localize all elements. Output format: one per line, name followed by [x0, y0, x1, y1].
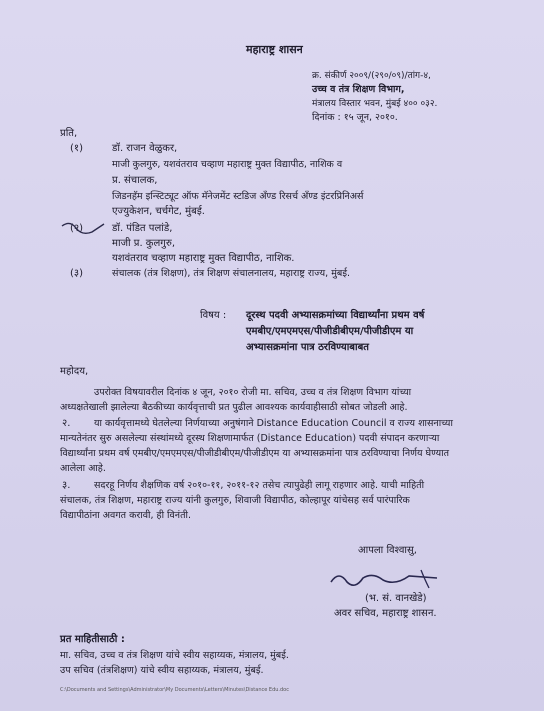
file-path-footer: C:\Documents and Settings\Administrator\My Documents\Letters\Minutes\Distance Edu.doc	[60, 687, 289, 693]
recipients-label: प्रति,	[60, 128, 78, 139]
paragraph-2-line: या कार्यवृत्तामध्ये घेतलेल्या निर्णयाच्या अनुषंगाने Distance Education Council व राज्य शासनाच्या	[94, 418, 453, 429]
recipient-1-line: माजी कुलगुरु, यशवंतराव चव्हाण महाराष्ट्र मुक्त विद्यापीठ, नाशिक व	[112, 159, 343, 170]
paragraph-2-line: विद्यार्थ्यांना प्रथम वर्ष एमबीए/एमएमएस/पीजीडीबीएम/पीजीडीएम या अभ्यासक्रमांना पात्र ठरविण्याचा निर्णय घेण्यात	[60, 448, 450, 459]
paragraph-2-line: मान्यतेनंतर सुरु असलेल्या संस्थांमध्ये दूरस्थ शिक्षणामार्फत (Distance Education) पदवी संपादन करणाऱ्या	[60, 433, 440, 444]
letter-date: दिनांक : १५ जून, २०१०.	[312, 112, 398, 123]
department-address: मंत्रालय विस्तार भवन, मुंबई ४०० ०३२.	[312, 99, 438, 109]
paragraph-3-line: विद्यापीठांना अवगत करावी, ही विनंती.	[60, 510, 191, 521]
closing-phrase: आपला विश्वासु,	[358, 545, 417, 556]
copy-recipient: मा. सचिव, उच्च व तंत्र शिक्षण यांचे स्वीय सहाय्यक, मंत्रालय, मुंबई.	[60, 650, 289, 661]
subject-line: अभ्यासक्रमांना पात्र ठरविण्याबाबत	[246, 342, 369, 353]
subject-label: विषय :	[200, 310, 227, 321]
salutation: महोदय,	[60, 366, 89, 377]
subject-line: एमबीए/एमएमएस/पीजीडीबीएम/पीजीडीएम या	[246, 326, 414, 337]
recipient-3-number: (३)	[70, 268, 84, 279]
department-name: उच्च व तंत्र शिक्षण विभाग,	[312, 84, 405, 95]
signature-image	[325, 568, 445, 590]
recipient-2-line: यशवंतराव चव्हाण महाराष्ट्र मुक्त विद्यापीठ, नाशिक.	[112, 253, 295, 264]
recipient-2-name: डॉ. पंडित पलांडे,	[112, 223, 173, 234]
recipient-2-line: माजी प्र. कुलगुरु,	[112, 238, 176, 249]
handwritten-check-mark	[58, 218, 108, 240]
signatory-designation: अवर सचिव, महाराष्ट्र शासन.	[334, 608, 437, 619]
subject-line: दूरस्थ पदवी अभ्यासक्रमांच्या विद्यार्थ्यांना प्रथम वर्ष	[246, 310, 425, 321]
paragraph-2-line: आलेला आहे.	[60, 463, 106, 474]
recipient-2-number: (२)	[70, 223, 84, 234]
paragraph-3-line: संचालक, तंत्र शिक्षण, महाराष्ट्र राज्य यांनी कुलगुरु, शिवाजी विद्यापीठ, कोल्हापूर यांचेसह सर्व पारंपारिक	[60, 495, 410, 506]
government-title: महाराष्ट्र शासन	[246, 43, 303, 56]
recipient-1-number: (१)	[70, 143, 84, 154]
recipient-3-line: संचालक (तंत्र शिक्षण), तंत्र शिक्षण संचालनालय, महाराष्ट्र राज्य, मुंबई.	[112, 268, 351, 279]
recipient-1-line: एज्युकेशन, चर्चगेट, मुंबई.	[112, 206, 205, 217]
paragraph-1-line: अध्यक्षतेखाली झालेल्या बैठकीच्या कार्यवृत्ताची प्रत पुढील आवश्यक कार्यवाहीसाठी सोबत जोडली आहे.	[60, 402, 408, 413]
copy-heading: प्रत माहितीसाठी :	[60, 634, 125, 645]
recipient-1-line: जिडनहॅम इन्स्टिट्यूट ऑफ मॅनेजमेंट स्टडिज अँण्ड रिसर्च अँण्ड इंटरप्रिनिअर्स	[112, 191, 364, 202]
paragraph-3-line: सदरहू निर्णय शैक्षणिक वर्ष २०१०-११, २०११-१२ तसेच त्यापुढेही लागू राहणार आहे. याची माहिती	[94, 480, 425, 491]
paragraph-1-line: उपरोक्त विषयावरील दिनांक ४ जून, २०१० रोजी मा. सचिव, उच्च व तंत्र शिक्षण विभाग यांच्या	[94, 387, 412, 398]
copy-recipient: उप सचिव (तंत्रशिक्षण) यांचे स्वीय सहाय्यक, मंत्रालय, मुंबई.	[60, 665, 264, 676]
signatory-name: (भ. सं. वानखेडे)	[365, 593, 427, 604]
reference-number: क्र. संकीर्ण २००९/(२९०/०९)/तांग-४,	[312, 71, 431, 81]
recipient-1-line: प्र. संचालक,	[112, 175, 158, 186]
recipient-1-name: डॉ. राजन वेळुकर,	[112, 143, 178, 154]
paragraph-3-number: ३.	[62, 480, 71, 491]
paragraph-2-number: २.	[62, 418, 71, 429]
